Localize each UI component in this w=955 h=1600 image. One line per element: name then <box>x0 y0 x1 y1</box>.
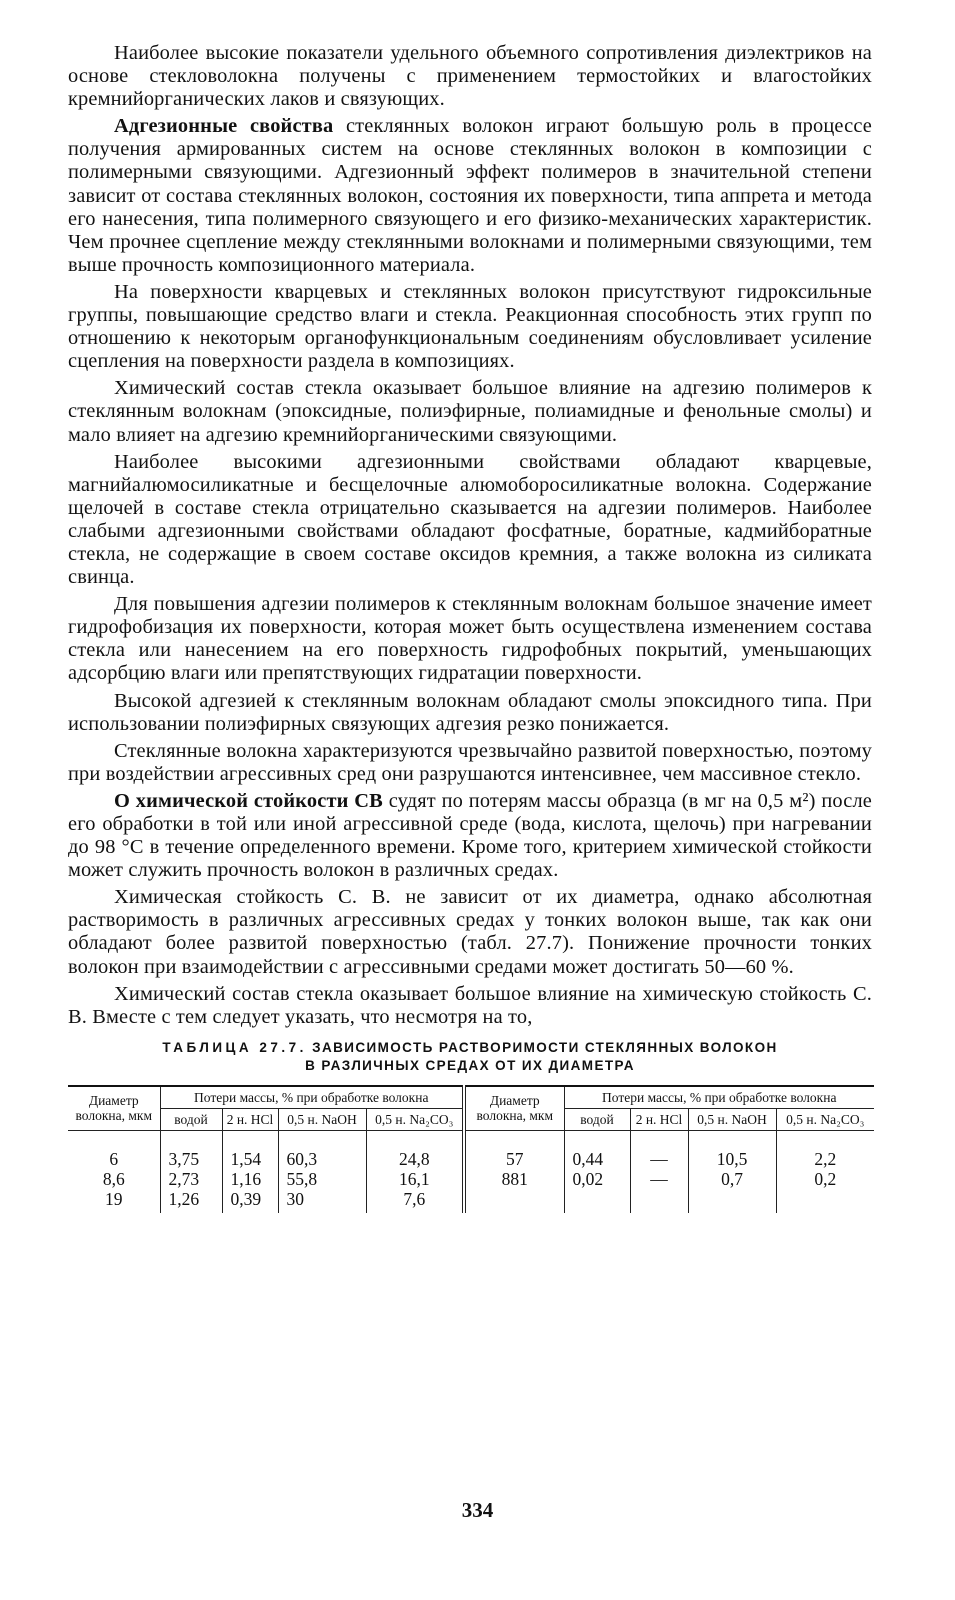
cell-empty <box>564 1189 630 1213</box>
subheader-naoh-right: 0,5 н. NaOH <box>688 1108 776 1130</box>
subheader-hcl-left: 2 н. HCl <box>222 1108 278 1130</box>
paragraph-9 <box>68 790 872 882</box>
cell-naoh: 60,3 <box>278 1130 366 1169</box>
paragraph-11: Химический состав стекла оказывает большое влияние на химическую стойкость С. В. Вместе с тем следует указать, что несмотря на то, <box>68 982 872 1028</box>
header-diameter-left: Диаметр волокна, мкм <box>68 1086 160 1131</box>
cell-hcl-right: — <box>630 1130 688 1169</box>
cell-na2co3: 16,1 <box>366 1169 464 1189</box>
cell-diameter: 6 <box>68 1130 160 1169</box>
paragraph-9-text: судят по потерям массы образца (в мг на 0,5 м²) после его обработки в той или иной агрессивной среде (вода, кислота, щелочь) при нагревании до 98 °С в течение определенного времени. Кроме того, критерием химической стойкости может служить прочность волокон в различных средах. <box>68 789 872 882</box>
subheader-water-right: водой <box>564 1108 630 1130</box>
table-row <box>68 1169 874 1189</box>
paragraph-2 <box>68 115 872 277</box>
paragraph-6: Для повышения адгезии полимеров к стеклянным волокнам большое значение имеет гидрофобизация их поверхности, которая может быть осуществлена изменением состава стекла или нанесением на его поверхность гидрофобных покрытий, уменьшающих адсорбцию влаги или препятствующих гидратации поверхности. <box>68 593 872 685</box>
header-mass-loss-left: Потери массы, % при обработке волокна <box>160 1086 464 1109</box>
cell-diameter: 8,6 <box>68 1169 160 1189</box>
paragraph-7: Высокой адгезией к стеклянным волокнам обладают смолы эпоксидного типа. При использовании полиэфирных связующих адгезия резко понижается. <box>68 689 872 735</box>
table-caption-label: ТАБЛИЦА 27.7. <box>162 1039 307 1055</box>
cell-water: 2,73 <box>160 1169 222 1189</box>
table-row <box>68 1130 874 1169</box>
subheader-hcl-right: 2 н. HCl <box>630 1108 688 1130</box>
paragraph-4: Химический состав стекла оказывает большое влияние на адгезию полимеров к стеклянным волокнам (эпоксидные, полиэфирные, полиамидные и фенольные смолы) и мало влияет на адгезию кремнийорганическими связующими. <box>68 377 872 446</box>
subheader-naoh-left: 0,5 н. NaOH <box>278 1108 366 1130</box>
subheader-water-left: водой <box>160 1108 222 1130</box>
cell-naoh-right: 0,7 <box>688 1169 776 1189</box>
table-caption-line1: ЗАВИСИМОСТЬ РАСТВОРИМОСТИ СТЕКЛЯННЫХ ВОЛОКОН <box>312 1039 778 1055</box>
cell-water-right: 0,44 <box>564 1130 630 1169</box>
cell-naoh: 30 <box>278 1189 366 1213</box>
cell-na2co3-right: 0,2 <box>776 1169 874 1189</box>
cell-diameter-right-empty <box>464 1189 564 1213</box>
cell-empty <box>776 1189 874 1213</box>
cell-hcl: 1,54 <box>222 1130 278 1169</box>
paragraph-1: Наиболее высокие показатели удельного объемного сопротивления диэлектриков на основе стекловолокна получены с применением термостойких и влагостойких кремнийорганических лаков и связующих. <box>68 42 872 111</box>
cell-water: 1,26 <box>160 1189 222 1213</box>
cell-hcl-right: — <box>630 1169 688 1189</box>
cell-diameter-right: 881 <box>464 1169 564 1189</box>
cell-empty <box>630 1189 688 1213</box>
page-body <box>68 42 872 1213</box>
cell-water-right: 0,02 <box>564 1169 630 1189</box>
bold-lead-chemical-resistance: О химической стойкости СВ <box>114 789 383 812</box>
cell-diameter: 19 <box>68 1189 160 1213</box>
table-caption <box>68 1039 872 1075</box>
cell-diameter-right: 57 <box>464 1130 564 1169</box>
paragraph-8: Стеклянные волокна характеризуются чрезвычайно развитой поверхностью, поэтому при воздействии агрессивных сред они разрушаются интенсивнее, чем массивное стекло. <box>68 739 872 785</box>
cell-hcl: 1,16 <box>222 1169 278 1189</box>
subheader-na2co3-left: 0,5 н. Na₂CO₃ <box>366 1108 464 1130</box>
cell-water: 3,75 <box>160 1130 222 1169</box>
cell-empty <box>688 1189 776 1213</box>
cell-naoh-right: 10,5 <box>688 1130 776 1169</box>
table-row <box>68 1189 874 1213</box>
cell-hcl: 0,39 <box>222 1189 278 1213</box>
bold-lead-adhesion: Адгезионные свойства <box>114 115 334 138</box>
cell-na2co3: 7,6 <box>366 1189 464 1213</box>
cell-naoh: 55,8 <box>278 1169 366 1189</box>
solubility-table <box>68 1085 874 1213</box>
subheader-na2co3-right: 0,5 н. Na₂CO₃ <box>776 1108 874 1130</box>
paragraph-10: Химическая стойкость С. В. не зависит от их диаметра, однако абсолютная растворимость в различных агрессивных средах у тонких волокон выше, так как они обладают более развитой поверхностью (табл. 27.7). Понижение прочности тонких волокон при взаимодействии с агрессивными средами может достигать 50—60 %. <box>68 886 872 978</box>
cell-na2co3-right: 2,2 <box>776 1130 874 1169</box>
header-diameter-right: Диаметр волокна, мкм <box>464 1086 564 1131</box>
paragraph-3: На поверхности кварцевых и стеклянных волокон присутствуют гидроксильные группы, повышающие средство влаги и стекла. Реакционная способность этих групп по отношению к некоторым органофункциональным соединениям обусловливает усиление сцепления на поверхности раздела в композициях. <box>68 280 872 373</box>
paragraph-2-text: стеклянных волокон играют большую роль в процессе получения армированных систем на основе стеклянных волокон в композиции с полимерными связующими. Адгезионный эффект полимеров в значительной степени зависит от состава стеклянных волокон, состояния их поверхности, типа аппрета и метода его нанесения, типа полимерного связующего и его физико-механических характеристик. Чем прочнее сцепление между стеклянными волокнами и полимерными связующими, тем выше прочность композиционного материала. <box>68 115 872 276</box>
paragraph-5: Наиболее высокими адгезионными свойствами обладают кварцевые, магнийалюмосиликатные и бесщелочные алюмоборосиликатные волокна. Содержание щелочей в составе стекла отрицательно сказывается на адгезии полимеров. Наиболее слабыми адгезионными свойствами обладают фосфатные, боратные, кадмийборатные стекла, не содержащие в своем составе оксидов кремния, а также волокна из силиката свинца. <box>68 450 872 589</box>
table-caption-line2: В РАЗЛИЧНЫХ СРЕДАХ ОТ ИХ ДИАМЕТРА <box>305 1057 635 1073</box>
page-number: 334 <box>461 1498 494 1522</box>
header-mass-loss-right: Потери массы, % при обработке волокна <box>564 1086 874 1109</box>
cell-na2co3: 24,8 <box>366 1130 464 1169</box>
